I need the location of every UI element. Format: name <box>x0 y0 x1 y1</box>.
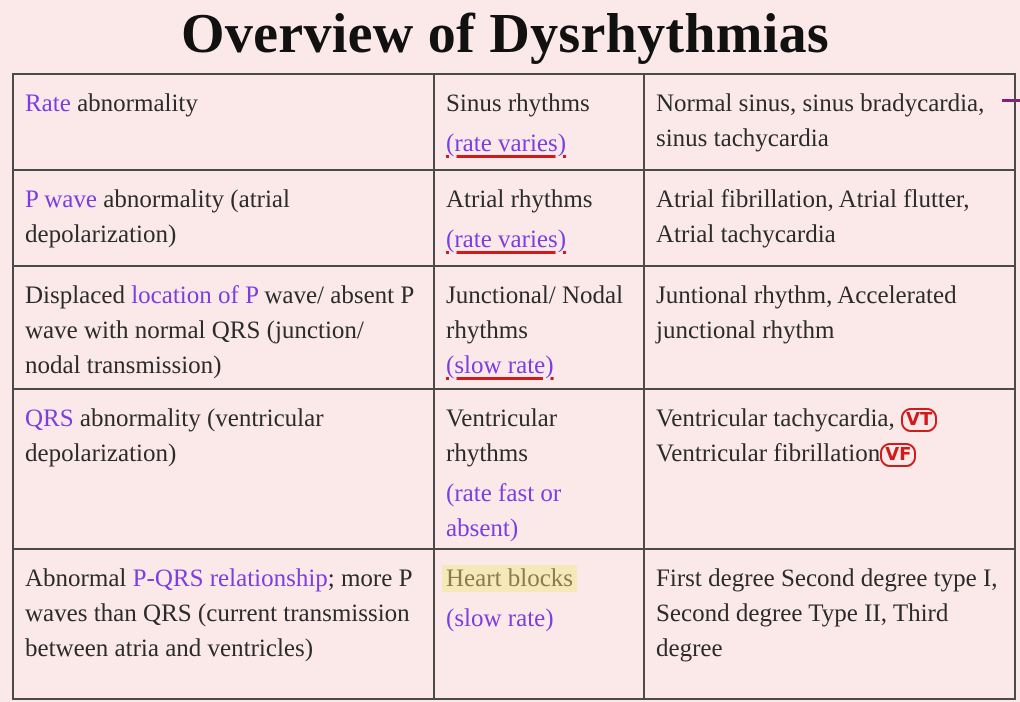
rhythm-rate <box>446 222 635 257</box>
abnormality-text: wave/ absent P wave with normal QRS (junction/ nodal transmission) <box>25 282 414 379</box>
rhythm-rate: (rate fast or absent) <box>446 480 562 542</box>
handwritten-note: VT <box>901 408 937 432</box>
table-row <box>13 549 1015 699</box>
abnormality-text: abnormality (atrial depolarization) <box>25 186 290 248</box>
example-cell <box>644 389 1015 549</box>
table-row <box>13 266 1015 389</box>
rhythm-rate: (slow rate) <box>446 605 554 632</box>
abnormality-text: ; more P waves than QRS (current transmission between atria and ventricles) <box>25 565 412 662</box>
rhythm-cell <box>434 389 644 549</box>
abnormality-cell <box>13 389 434 549</box>
example-cell: Juntional rhythm, Accelerated junctional rhythm <box>644 266 1015 389</box>
highlight-term: QRS <box>25 405 74 432</box>
abnormality-cell <box>13 74 434 170</box>
highlight-term: location of P <box>131 282 259 309</box>
abnormality-cell <box>13 549 434 699</box>
rhythm-cell <box>434 266 644 389</box>
table-row <box>13 389 1015 549</box>
rhythm-rate <box>446 126 635 161</box>
abnormality-text: Displaced <box>25 282 132 309</box>
abnormality-cell <box>13 266 434 389</box>
highlight-term: P wave <box>25 186 97 213</box>
abnormality-text: abnormality (ventricular depolarization) <box>25 405 324 467</box>
abnormality-text: abnormality <box>70 90 198 117</box>
rhythm-cell <box>434 549 644 699</box>
rhythm-name: Sinus rhythms <box>446 90 590 117</box>
example-line: Ventricular fibrillation <box>656 440 881 467</box>
rhythm-name: Junctional/ Nodal rhythms <box>446 282 624 344</box>
rhythm-rate <box>446 348 635 383</box>
rate-text: (rate varies) <box>446 226 567 253</box>
rhythm-cell <box>434 170 644 266</box>
highlight-term: Rate <box>25 90 71 117</box>
abnormality-text: Abnormal <box>25 565 133 592</box>
rate-text: (rate varies) <box>446 130 567 157</box>
dysrhythmia-table <box>12 73 1016 700</box>
rhythm-cell <box>434 74 644 170</box>
rhythm-name: Heart blocks <box>442 565 577 592</box>
abnormality-cell <box>13 170 434 266</box>
page-title: Overview of Dysrhythmias <box>180 3 829 65</box>
example-line: Ventricular tachycardia, <box>656 405 895 432</box>
table-row <box>13 170 1015 266</box>
table-row <box>13 74 1015 170</box>
rate-text: (slow rate) <box>446 352 554 379</box>
handwritten-note: VF <box>880 443 916 467</box>
rhythm-name: Ventricular rhythms <box>446 405 558 467</box>
example-cell: Atrial fibrillation, Atrial flutter, Atrial tachycardia <box>644 170 1015 266</box>
example-cell: First degree Second degree type I, Second degree Type II, Third degree <box>644 549 1015 699</box>
rhythm-name: Atrial rhythms <box>446 186 593 213</box>
example-cell: Normal sinus, sinus bradycardia, sinus tachycardia <box>644 74 1015 170</box>
highlight-term: P-QRS relationship <box>132 565 328 592</box>
